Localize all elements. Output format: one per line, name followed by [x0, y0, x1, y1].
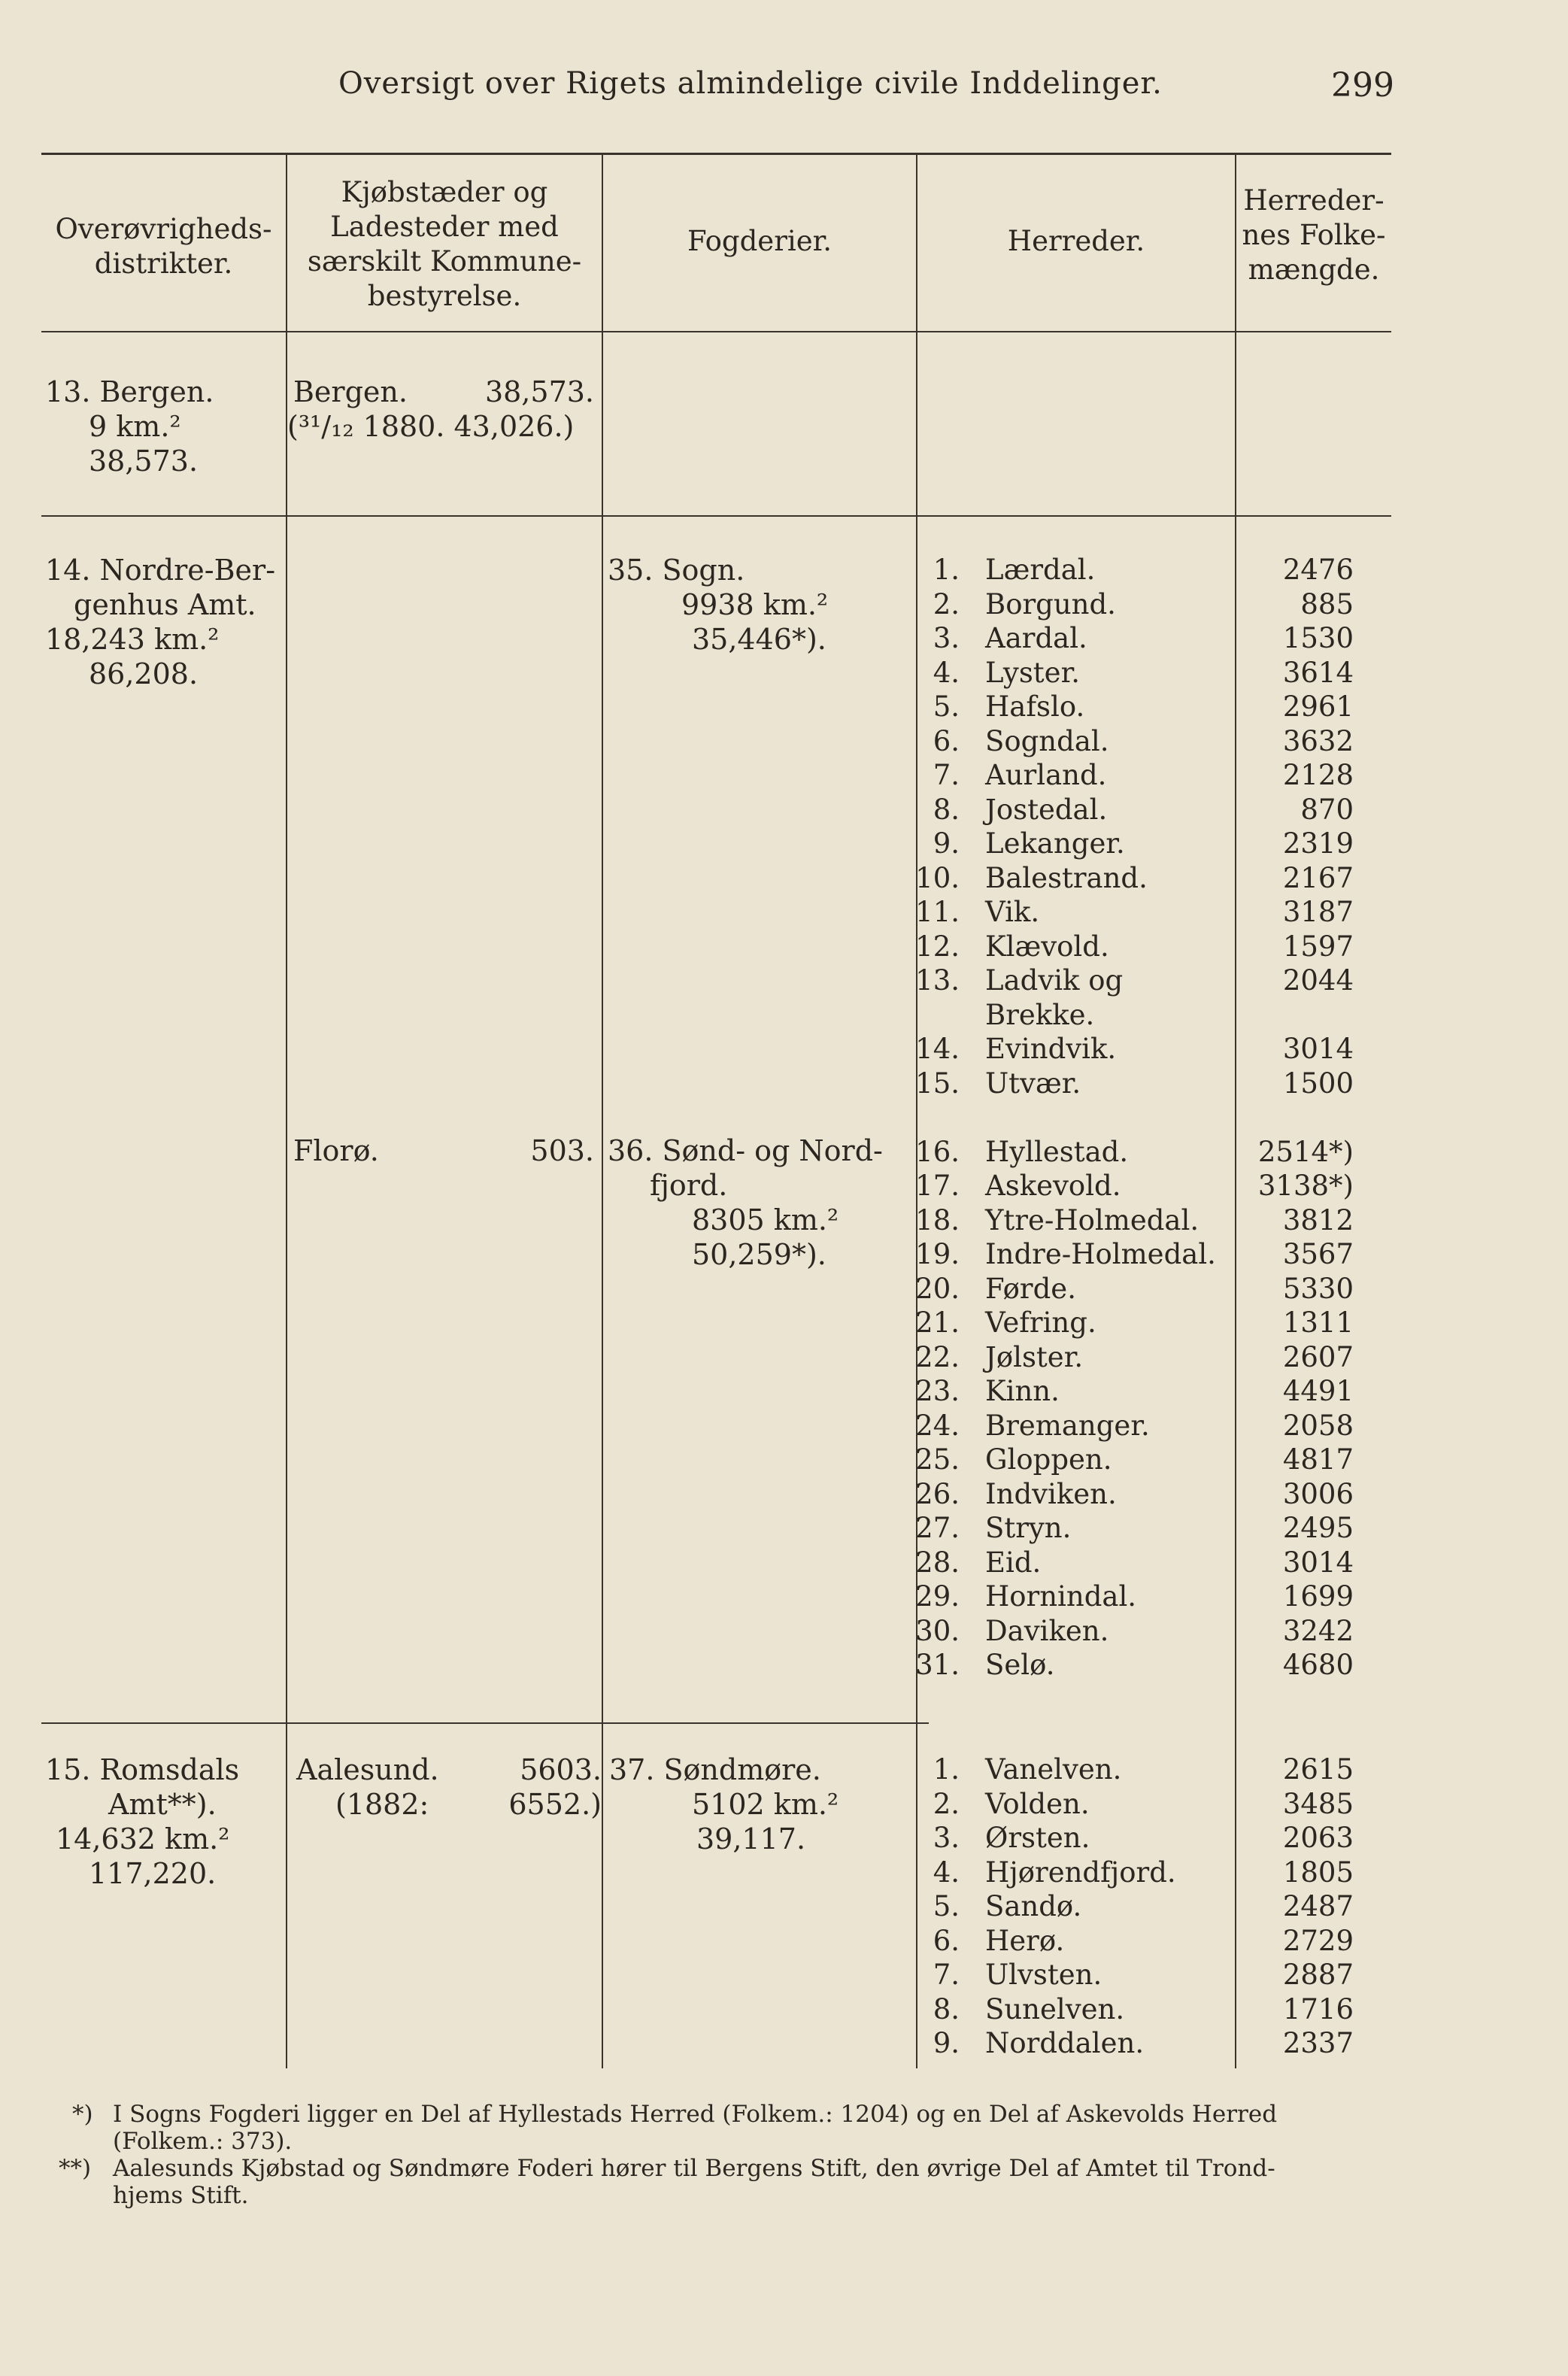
- population-value: 2167: [1282, 861, 1354, 894]
- section13-district-area: 9 km.²: [89, 410, 181, 443]
- list-item: 8. Sunelven.: [933, 1992, 1125, 2026]
- section14-population-list: [1233, 553, 1354, 1683]
- list-item: [922, 1100, 1223, 1135]
- population-value: 3014: [1282, 1546, 1354, 1579]
- population-value: 2476: [1282, 554, 1354, 586]
- population-value: 885: [1300, 587, 1354, 621]
- section13-town-name: Bergen.: [293, 375, 408, 408]
- section15-district-area: 14,632 km.²: [56, 1822, 230, 1856]
- fogderi-36-area: 8305 km.²: [692, 1203, 839, 1237]
- population-value: [1233, 998, 1354, 1033]
- footnote-2-line2: hjems Stift.: [113, 2182, 249, 2209]
- list-item: 6. Sogndal.: [933, 724, 1109, 757]
- population-value: 5330: [1282, 1272, 1354, 1305]
- list-item: 30. Daviken.: [915, 1614, 1109, 1647]
- list-item: 27. Stryn.: [915, 1512, 1072, 1544]
- population-value: 2128: [1282, 759, 1354, 791]
- section15-population-list: [1233, 1752, 1354, 2061]
- list-item: 5. Hafslo.: [933, 690, 1085, 723]
- section14-district-name-cont: genhus Amt.: [74, 588, 256, 621]
- list-item: 2. Volden.: [933, 1787, 1090, 1820]
- population-value: 3138*): [1257, 1170, 1354, 1202]
- column-header-herreder: Herreder.: [1007, 225, 1145, 257]
- population-value: 1500: [1282, 1067, 1354, 1100]
- column-header-towns: Kjøbstæder og Ladesteder med særskilt Kommune- bestyrelse.: [307, 176, 582, 312]
- fogderi-36-name-cont: fjord.: [650, 1169, 728, 1202]
- section14-bottom-rule: [41, 1722, 929, 1724]
- footnote-2-mark: **): [59, 2155, 92, 2182]
- population-value: 2615: [1282, 1753, 1354, 1786]
- list-item: 15. Utvær.: [915, 1067, 1081, 1100]
- section14-town-population: 503.: [530, 1134, 594, 1167]
- population-value: 4680: [1282, 1649, 1354, 1681]
- section13-district-name: 13. Bergen.: [45, 375, 214, 408]
- list-item: 1. Lærdal.: [933, 554, 1096, 586]
- population-value: 3006: [1282, 1477, 1354, 1510]
- list-item: 1. Vanelven.: [933, 1753, 1122, 1786]
- population-value: 1311: [1282, 1306, 1354, 1339]
- section13-bottom-rule: [41, 515, 1391, 517]
- population-value: 1597: [1282, 930, 1354, 963]
- population-value: 2729: [1282, 1924, 1354, 1957]
- section15-herreder-list: [922, 1752, 1223, 2061]
- list-item: 31. Selø.: [915, 1649, 1055, 1681]
- section13-town-population: 38,573.: [484, 375, 594, 408]
- population-value: 2063: [1282, 1822, 1354, 1854]
- page-number: 299: [1331, 66, 1394, 105]
- footnote-1-mark: *): [72, 2101, 93, 2128]
- fogderi-35-population: 35,446*).: [692, 623, 826, 656]
- list-item: 4. Lyster.: [933, 656, 1080, 689]
- list-item: 16. Hyllestad.: [915, 1135, 1129, 1168]
- population-value: 2887: [1282, 1959, 1354, 1991]
- list-item: 28. Eid.: [915, 1546, 1042, 1579]
- population-value: 2495: [1282, 1512, 1354, 1544]
- section15-district-population: 117,220.: [89, 1857, 217, 1890]
- population-value: 870: [1300, 793, 1354, 826]
- page-header-title: Oversigt over Rigets almindelige civile Inddelinger.: [338, 66, 1163, 101]
- population-value: [1233, 1100, 1354, 1135]
- table-top-rule: [41, 153, 1391, 155]
- section14-district-population: 86,208.: [89, 657, 199, 690]
- fogderi-37-area: 5102 km.²: [692, 1788, 839, 1821]
- population-value: 3014: [1282, 1033, 1354, 1065]
- section15-town-name: Aalesund.: [296, 1753, 439, 1786]
- list-item: 29. Hornindal.: [915, 1580, 1137, 1613]
- list-item: 9. Lekanger.: [933, 827, 1125, 860]
- list-item: 6. Herø.: [933, 1924, 1065, 1957]
- population-value: 2607: [1282, 1340, 1354, 1373]
- section14-town-name: Florø.: [293, 1134, 379, 1167]
- list-item: 2. Borgund.: [933, 587, 1116, 621]
- list-item: 11. Vik.: [915, 896, 1040, 928]
- population-value: 3485: [1282, 1787, 1354, 1820]
- footnote-1-line2: (Folkem.: 373).: [113, 2128, 293, 2155]
- population-value: 3567: [1282, 1238, 1354, 1270]
- list-item: 14. Evindvik.: [915, 1033, 1117, 1065]
- col-divider-2: [602, 154, 603, 2068]
- section15-town-census-value: 6552.): [508, 1788, 602, 1821]
- list-item: 20. Førde.: [915, 1272, 1076, 1305]
- list-item: 23. Kinn.: [915, 1375, 1060, 1407]
- population-value: 2319: [1282, 827, 1354, 860]
- column-header-fogderier: Fogderier.: [687, 225, 832, 257]
- fogderi-35-area: 9938 km.²: [681, 588, 829, 621]
- list-item: 21. Vefring.: [915, 1306, 1096, 1339]
- fogderi-36-population: 50,259*).: [692, 1238, 826, 1271]
- section14-district-name: 14. Nordre-Ber-: [45, 554, 276, 587]
- population-value: 1530: [1282, 622, 1354, 654]
- section14-herreder-list: [915, 553, 1223, 1683]
- population-value: 1716: [1282, 1992, 1354, 2026]
- section13-town-census-1880: (³¹/₁₂ 1880. 43,026.): [287, 410, 575, 443]
- col-divider-3: [916, 154, 917, 2068]
- fogderi-35-name: 35. Sogn.: [608, 554, 745, 587]
- list-item: 12. Klævold.: [915, 930, 1109, 963]
- section13-district-population: 38,573.: [89, 445, 199, 478]
- population-value: 2044: [1282, 964, 1354, 997]
- list-item: 7. Ulvsten.: [933, 1959, 1102, 1991]
- population-value: 2058: [1282, 1409, 1354, 1442]
- list-item: 22. Jølster.: [915, 1340, 1084, 1373]
- population-value: 1805: [1282, 1856, 1354, 1889]
- list-item: 8. Jostedal.: [933, 793, 1108, 826]
- section15-district-name-cont: Amt**).: [108, 1788, 217, 1821]
- list-item: 7. Aurland.: [933, 759, 1107, 791]
- column-header-districts: Overøvrigheds- distrikter.: [55, 213, 272, 280]
- section15-town-population: 5603.: [520, 1753, 602, 1786]
- list-item: 9. Norddalen.: [933, 2027, 1145, 2059]
- fogderi-37-population: 39,117.: [696, 1822, 806, 1856]
- list-item: 5. Sandø.: [933, 1890, 1082, 1922]
- list-item: 26. Indviken.: [915, 1477, 1117, 1510]
- section14-district-area: 18,243 km.²: [45, 623, 220, 656]
- list-item: Brekke.: [985, 998, 1095, 1031]
- list-item: 4. Hjørendfjord.: [933, 1856, 1176, 1889]
- list-item: 18. Ytre-Holmedal.: [915, 1203, 1200, 1237]
- list-item: 10. Balestrand.: [915, 861, 1148, 894]
- list-item: 3. Ørsten.: [933, 1822, 1090, 1854]
- footnote-1-line1: I Sogns Fogderi ligger en Del af Hyllestads Herred (Folkem.: 1204) og en Del af Askevolds Herred: [113, 2101, 1278, 2128]
- header-bottom-rule: [41, 331, 1391, 332]
- list-item: 19. Indre-Holmedal.: [915, 1238, 1216, 1270]
- section15-town-census-label: (1882:: [335, 1788, 429, 1821]
- fogderi-36-name: 36. Sønd- og Nord-: [608, 1134, 883, 1167]
- population-value: 2961: [1282, 690, 1354, 723]
- population-value: 3812: [1282, 1203, 1354, 1237]
- fogderi-37-name: 37. Søndmøre.: [609, 1753, 821, 1786]
- population-value: 4817: [1282, 1443, 1354, 1476]
- population-value: 3242: [1282, 1614, 1354, 1647]
- list-item: 13. Ladvik og: [915, 964, 1124, 997]
- population-value: 4491: [1282, 1375, 1354, 1407]
- column-header-population: Herreder- nes Folke- mængde.: [1242, 184, 1386, 286]
- population-value: 2514*): [1257, 1135, 1354, 1168]
- population-value: 2487: [1282, 1890, 1354, 1922]
- population-value: 3632: [1282, 724, 1354, 757]
- list-item: 25. Gloppen.: [915, 1443, 1112, 1476]
- list-item: 3. Aardal.: [933, 622, 1087, 654]
- section15-district-name: 15. Romsdals: [45, 1753, 240, 1786]
- population-value: 3614: [1282, 656, 1354, 689]
- list-item: 17. Askevold.: [915, 1170, 1121, 1202]
- footnote-2-line1: Aalesunds Kjøbstad og Søndmøre Foderi hører til Bergens Stift, den øvrige Del af Amtet til Trond-: [113, 2155, 1275, 2182]
- list-item: 24. Bremanger.: [915, 1409, 1150, 1442]
- population-value: 3187: [1282, 896, 1354, 928]
- population-value: 1699: [1282, 1580, 1354, 1613]
- population-value: 2337: [1282, 2027, 1354, 2059]
